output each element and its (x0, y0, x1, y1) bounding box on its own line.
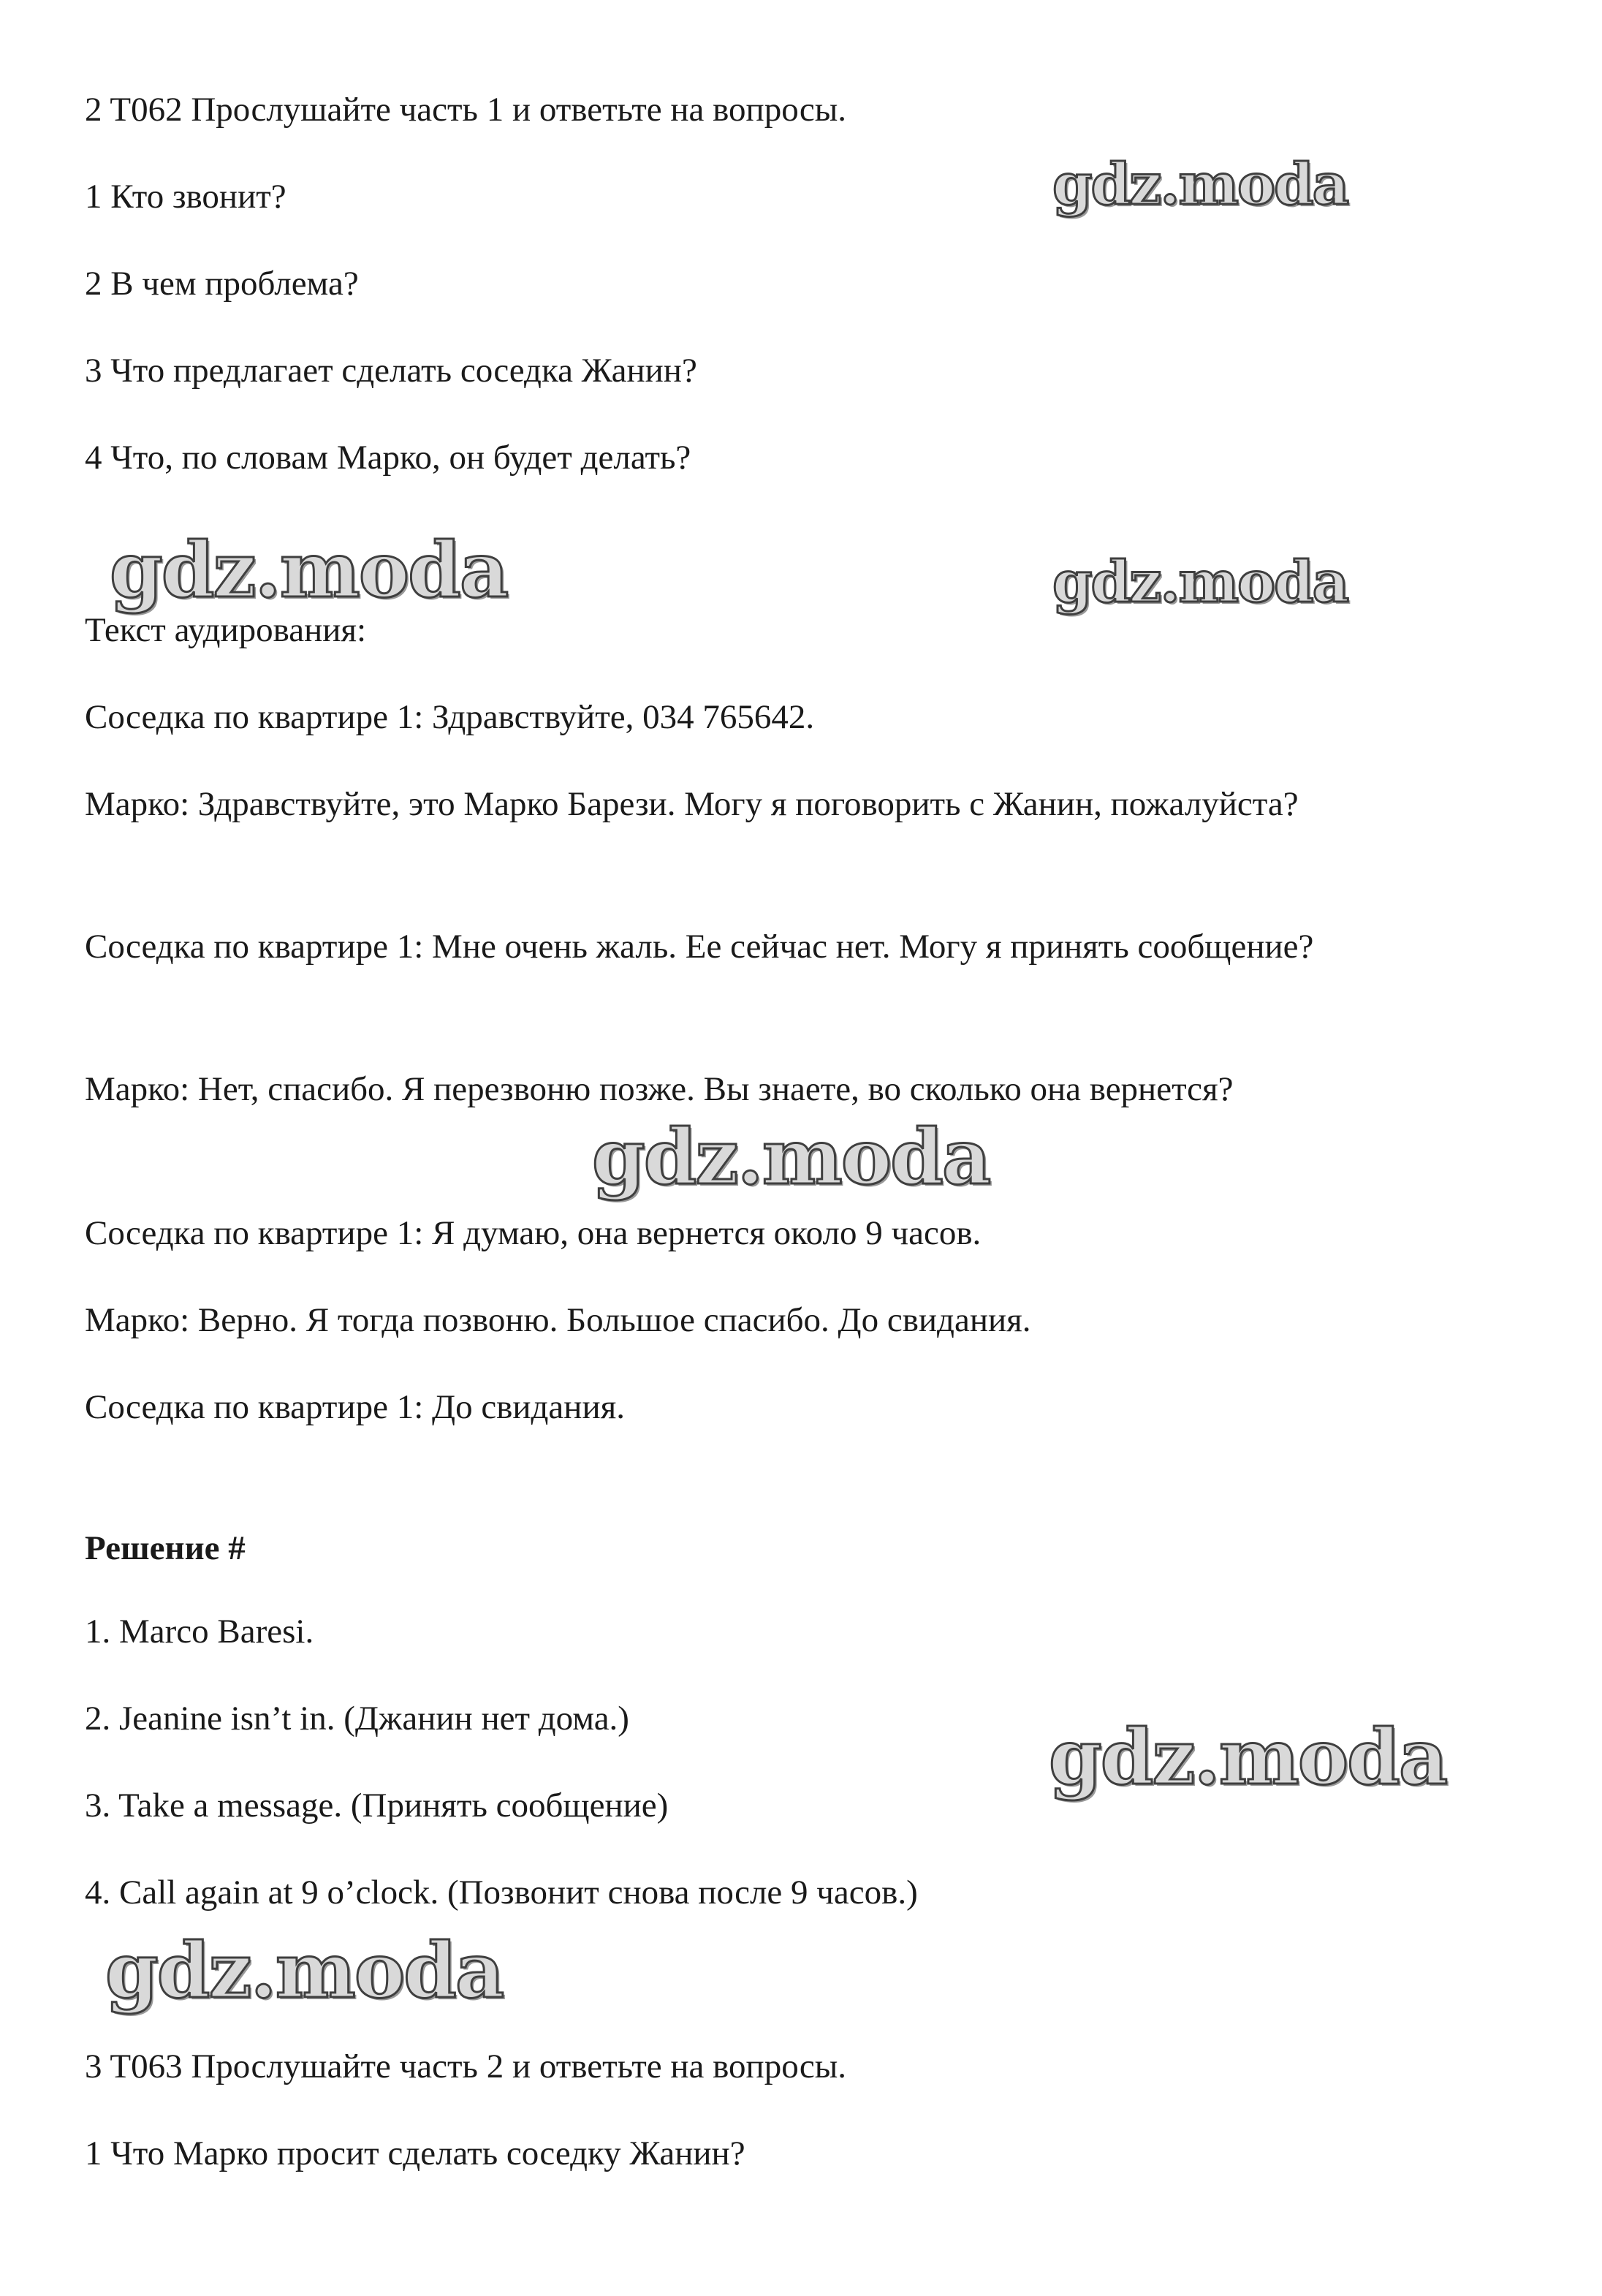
part1-heading: 2 T062 Прослушайте часть 1 и ответьте на вопросы. (85, 91, 847, 129)
watermark: gdz.moda (1049, 1712, 1447, 1802)
transcript-line: Соседка по квартире 1: Здравствуйте, 034 765642. (85, 698, 815, 736)
transcript-line: Соседка по квартире 1: Я думаю, она вернется около 9 часов. (85, 1214, 982, 1252)
watermark: gdz.moda (592, 1112, 990, 1202)
transcript-line: Марко: Нет, спасибо. Я перезвоню позже. Вы знаете, во сколько она вернется? (85, 1070, 1234, 1108)
transcript-line: Соседка по квартире 1: До свидания. (85, 1388, 625, 1426)
watermark: gdz.moda (105, 1925, 504, 2015)
part1-question-3: 3 Что предлагает сделать соседка Жанин? (85, 352, 697, 390)
watermark: gdz.moda (1052, 549, 1348, 615)
watermark: gdz.moda (110, 525, 508, 615)
solution-answer-2: 2. Jeanine isn’t in. (Джанин нет дома.) (85, 1700, 629, 1738)
transcript-title: Текст аудирования: (85, 611, 367, 649)
solution-answer-3: 3. Take a message. (Принять сообщение) (85, 1787, 669, 1825)
transcript-line: Соседка по квартире 1: Мне очень жаль. Ее сейчас нет. Могу я принять сообщение? (85, 928, 1314, 966)
solution-title: Решение # (85, 1529, 246, 1567)
part2-question-1: 1 Что Марко просит сделать соседку Жанин? (85, 2134, 745, 2172)
part1-question-4: 4 Что, по словам Марко, он будет делать? (85, 439, 691, 477)
transcript-line: Марко: Здравствуйте, это Марко Барези. Могу я поговорить с Жанин, пожалуйста? (85, 785, 1299, 823)
watermark: gdz.moda (1052, 151, 1348, 218)
part1-question-1: 1 Кто звонит? (85, 178, 286, 216)
transcript-line: Марко: Верно. Я тогда позвоню. Большое спасибо. До свидания. (85, 1301, 1031, 1339)
part2-heading: 3 T063 Прослушайте часть 2 и ответьте на вопросы. (85, 2047, 847, 2085)
solution-answer-1: 1. Marco Baresi. (85, 1613, 314, 1651)
solution-answer-4: 4. Call again at 9 o’clock. (Позвонит снова после 9 часов.) (85, 1873, 918, 1912)
part1-question-2: 2 В чем проблема? (85, 265, 359, 303)
